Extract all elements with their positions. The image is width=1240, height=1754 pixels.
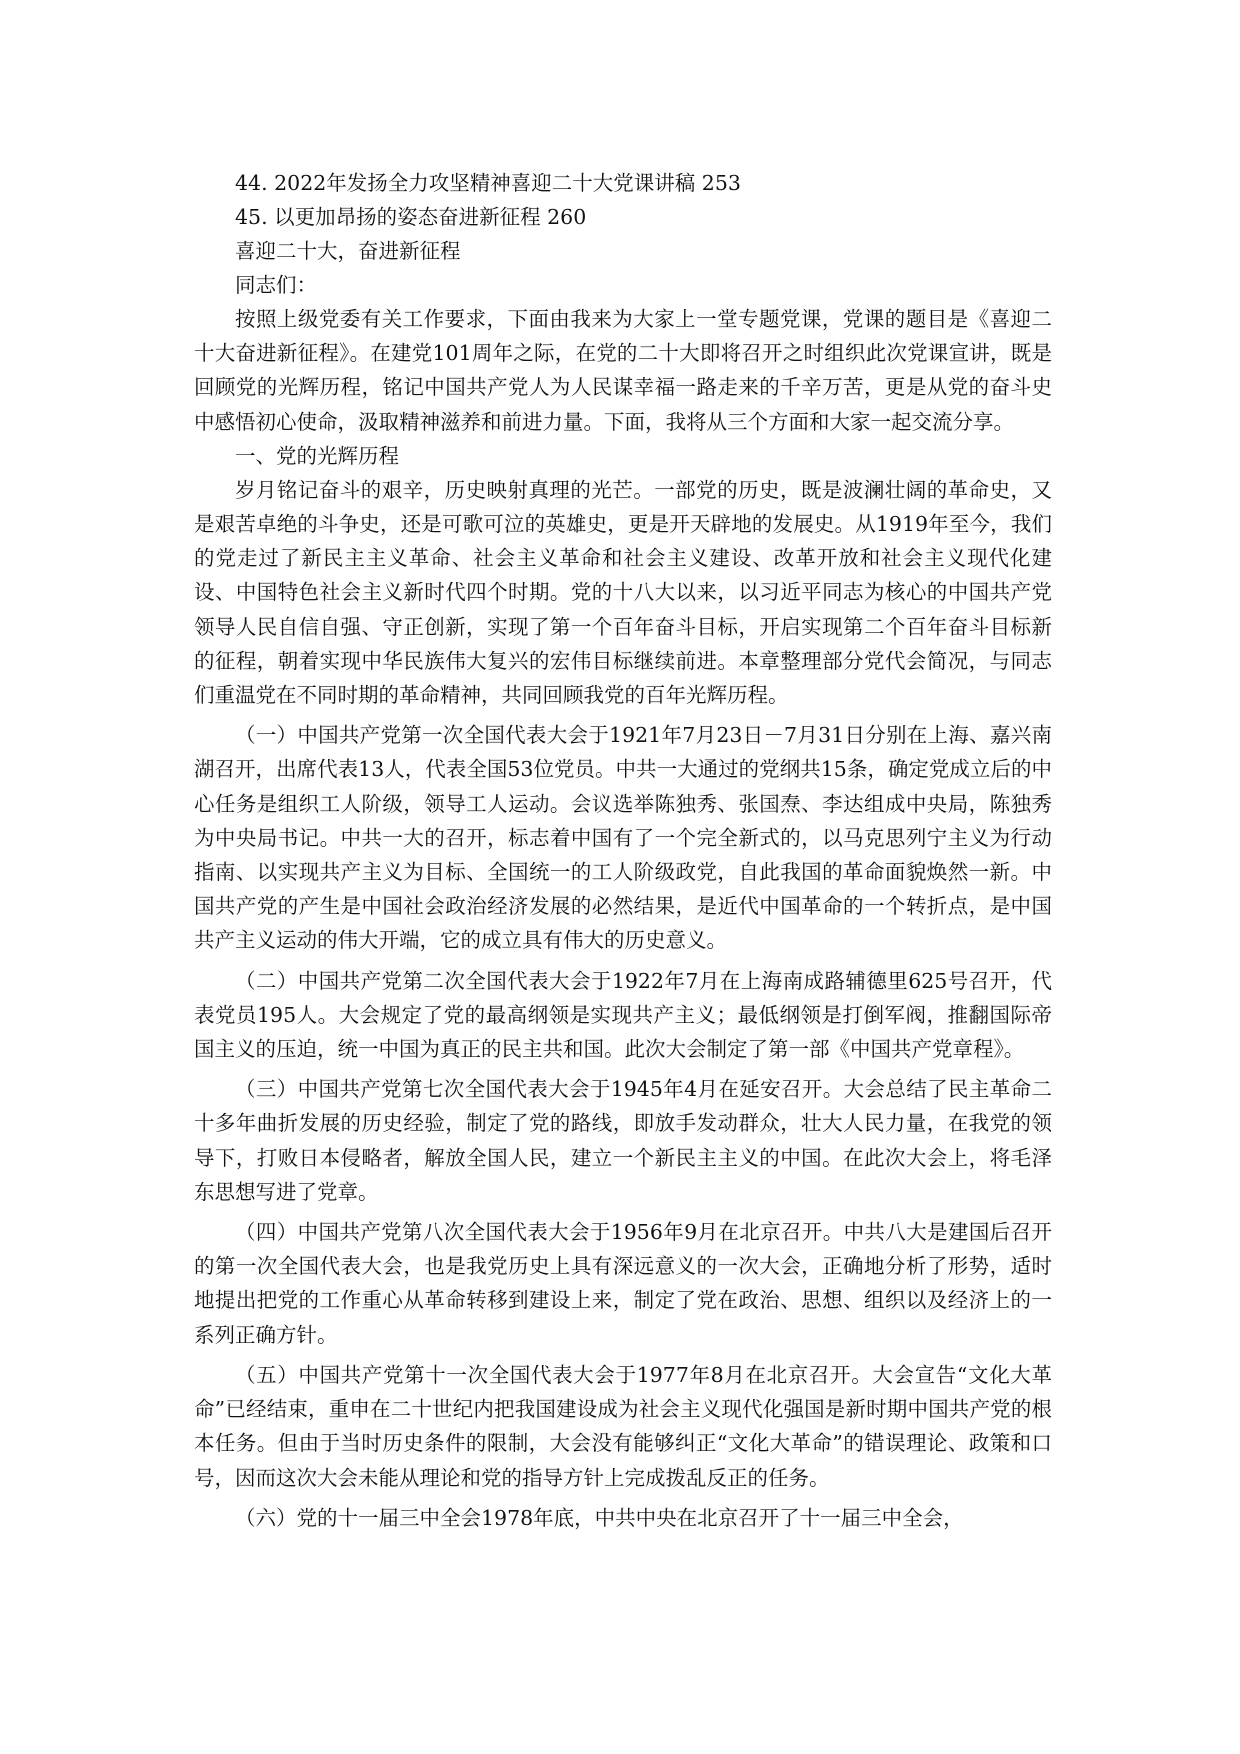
toc-entry-44: 44. 2022年发扬全力攻坚精神喜迎二十大党课讲稿 253	[235, 171, 741, 195]
document-title: 喜迎二十大，奋进新征程	[235, 239, 461, 263]
congress-item-7: （三）中国共产党第七次全国代表大会于1945年4月在延安召开。大会总结了民主革命二十多年曲折发展的历史经验，制定了党的路线，即放手发动群众，壮大人民力量，在我党的领导下，打败日本侵略者，解放全国人民，建立一个新民主主义的中国。在此次大会上，将毛泽东思想写进了党章。	[194, 1077, 1052, 1204]
intro-paragraph: 按照上级党委有关工作要求，下面由我来为大家上一堂专题党课，党课的题目是《喜迎二十大奋进新征程》。在建党101周年之际，在党的二十大即将召开之时组织此次党课宣讲，既是回顾党的光辉历程，铭记中国共产党人为人民谋幸福一路走来的千辛万苦，更是从党的奋斗史中感悟初心使命，汲取精神滋养和前进力量。下面，我将从三个方面和大家一起交流分享。	[194, 307, 1052, 434]
document-page	[194, 166, 1052, 1535]
plenum-item: （六）党的十一届三中全会1978年底，中共中央在北京召开了十一届三中全会，	[235, 1505, 964, 1530]
salutation: 同志们：	[235, 273, 317, 297]
congress-item-2: （二）中国共产党第二次全国代表大会于1922年7月在上海南成路辅德里625号召开，代表党员195人。大会规定了党的最高纲领是实现共产主义；最低纲领是打倒军阀，推翻国际帝国主义的压迫，统一中国为真正的民主共和国。此次大会制定了第一部《中国共产党章程》。	[194, 968, 1052, 1062]
congress-item-8: （四）中国共产党第八次全国代表大会于1956年9月在北京召开。中共八大是建国后召开的第一次全国代表大会，也是我党历史上具有深远意义的一次大会，正确地分析了形势，适时地提出把党的工作重心从革命转移到建设上来，制定了党在政治、思想、组织以及经济上的一系列正确方针。	[194, 1220, 1052, 1347]
toc-entry-45: 45. 以更加昂扬的姿态奋进新征程 260	[235, 205, 587, 229]
section-heading: 一、党的光辉历程	[235, 443, 399, 468]
section-intro-paragraph: 岁月铭记奋斗的艰辛，历史映射真理的光芒。一部党的历史，既是波澜壮阔的革命史，又是艰苦卓绝的斗争史，还是可歌可泣的英雄史，更是开天辟地的发展史。从1919年至今，我们的党走过了新民主主义革命、社会主义革命和社会主义建设、改革开放和社会主义现代化建设、中国特色社会主义新时代四个时期。党的十八大以来，以习近平同志为核心的中国共产党领导人民自信自强、守正创新，实现了第一个百年奋斗目标，开启实现第二个百年奋斗目标新的征程，朝着实现中华民族伟大复兴的宏伟目标继续前进。本章整理部分党代会简况，与同志们重温党在不同时期的革命精神，共同回顾我党的百年光辉历程。	[194, 477, 1052, 708]
congress-item-1: （一）中国共产党第一次全国代表大会于1921年7月23日－7月31日分别在上海、嘉兴南湖召开，出席代表13人，代表全国53位党员。中共一大通过的党纲共15条，确定党成立后的中心任务是组织工人阶级，领导工人运动。会议选举陈独秀、张国焘、李达组成中央局，陈独秀为中央局书记。中共一大的召开，标志着中国有了一个完全新式的，以马克思列宁主义为行动指南、以实现共产主义为目标、全国统一的工人阶级政党，自此我国的革命面貌焕然一新。中国共产党的产生是中国社会政治经济发展的必然结果，是近代中国革命的一个转折点，是中国共产主义运动的伟大开端，它的成立具有伟大的历史意义。	[194, 723, 1052, 953]
congress-item-11: （五）中国共产党第十一次全国代表大会于1977年8月在北京召开。大会宣告“文化大革命”已经结束，重申在二十世纪内把我国建设成为社会主义现代化强国是新时期中国共产党的根本任务。但由于当时历史条件的限制，大会没有能够纠正“文化大革命”的错误理论、政策和口号，因而这次大会未能从理论和党的指导方针上完成拨乱反正的任务。	[194, 1362, 1052, 1490]
